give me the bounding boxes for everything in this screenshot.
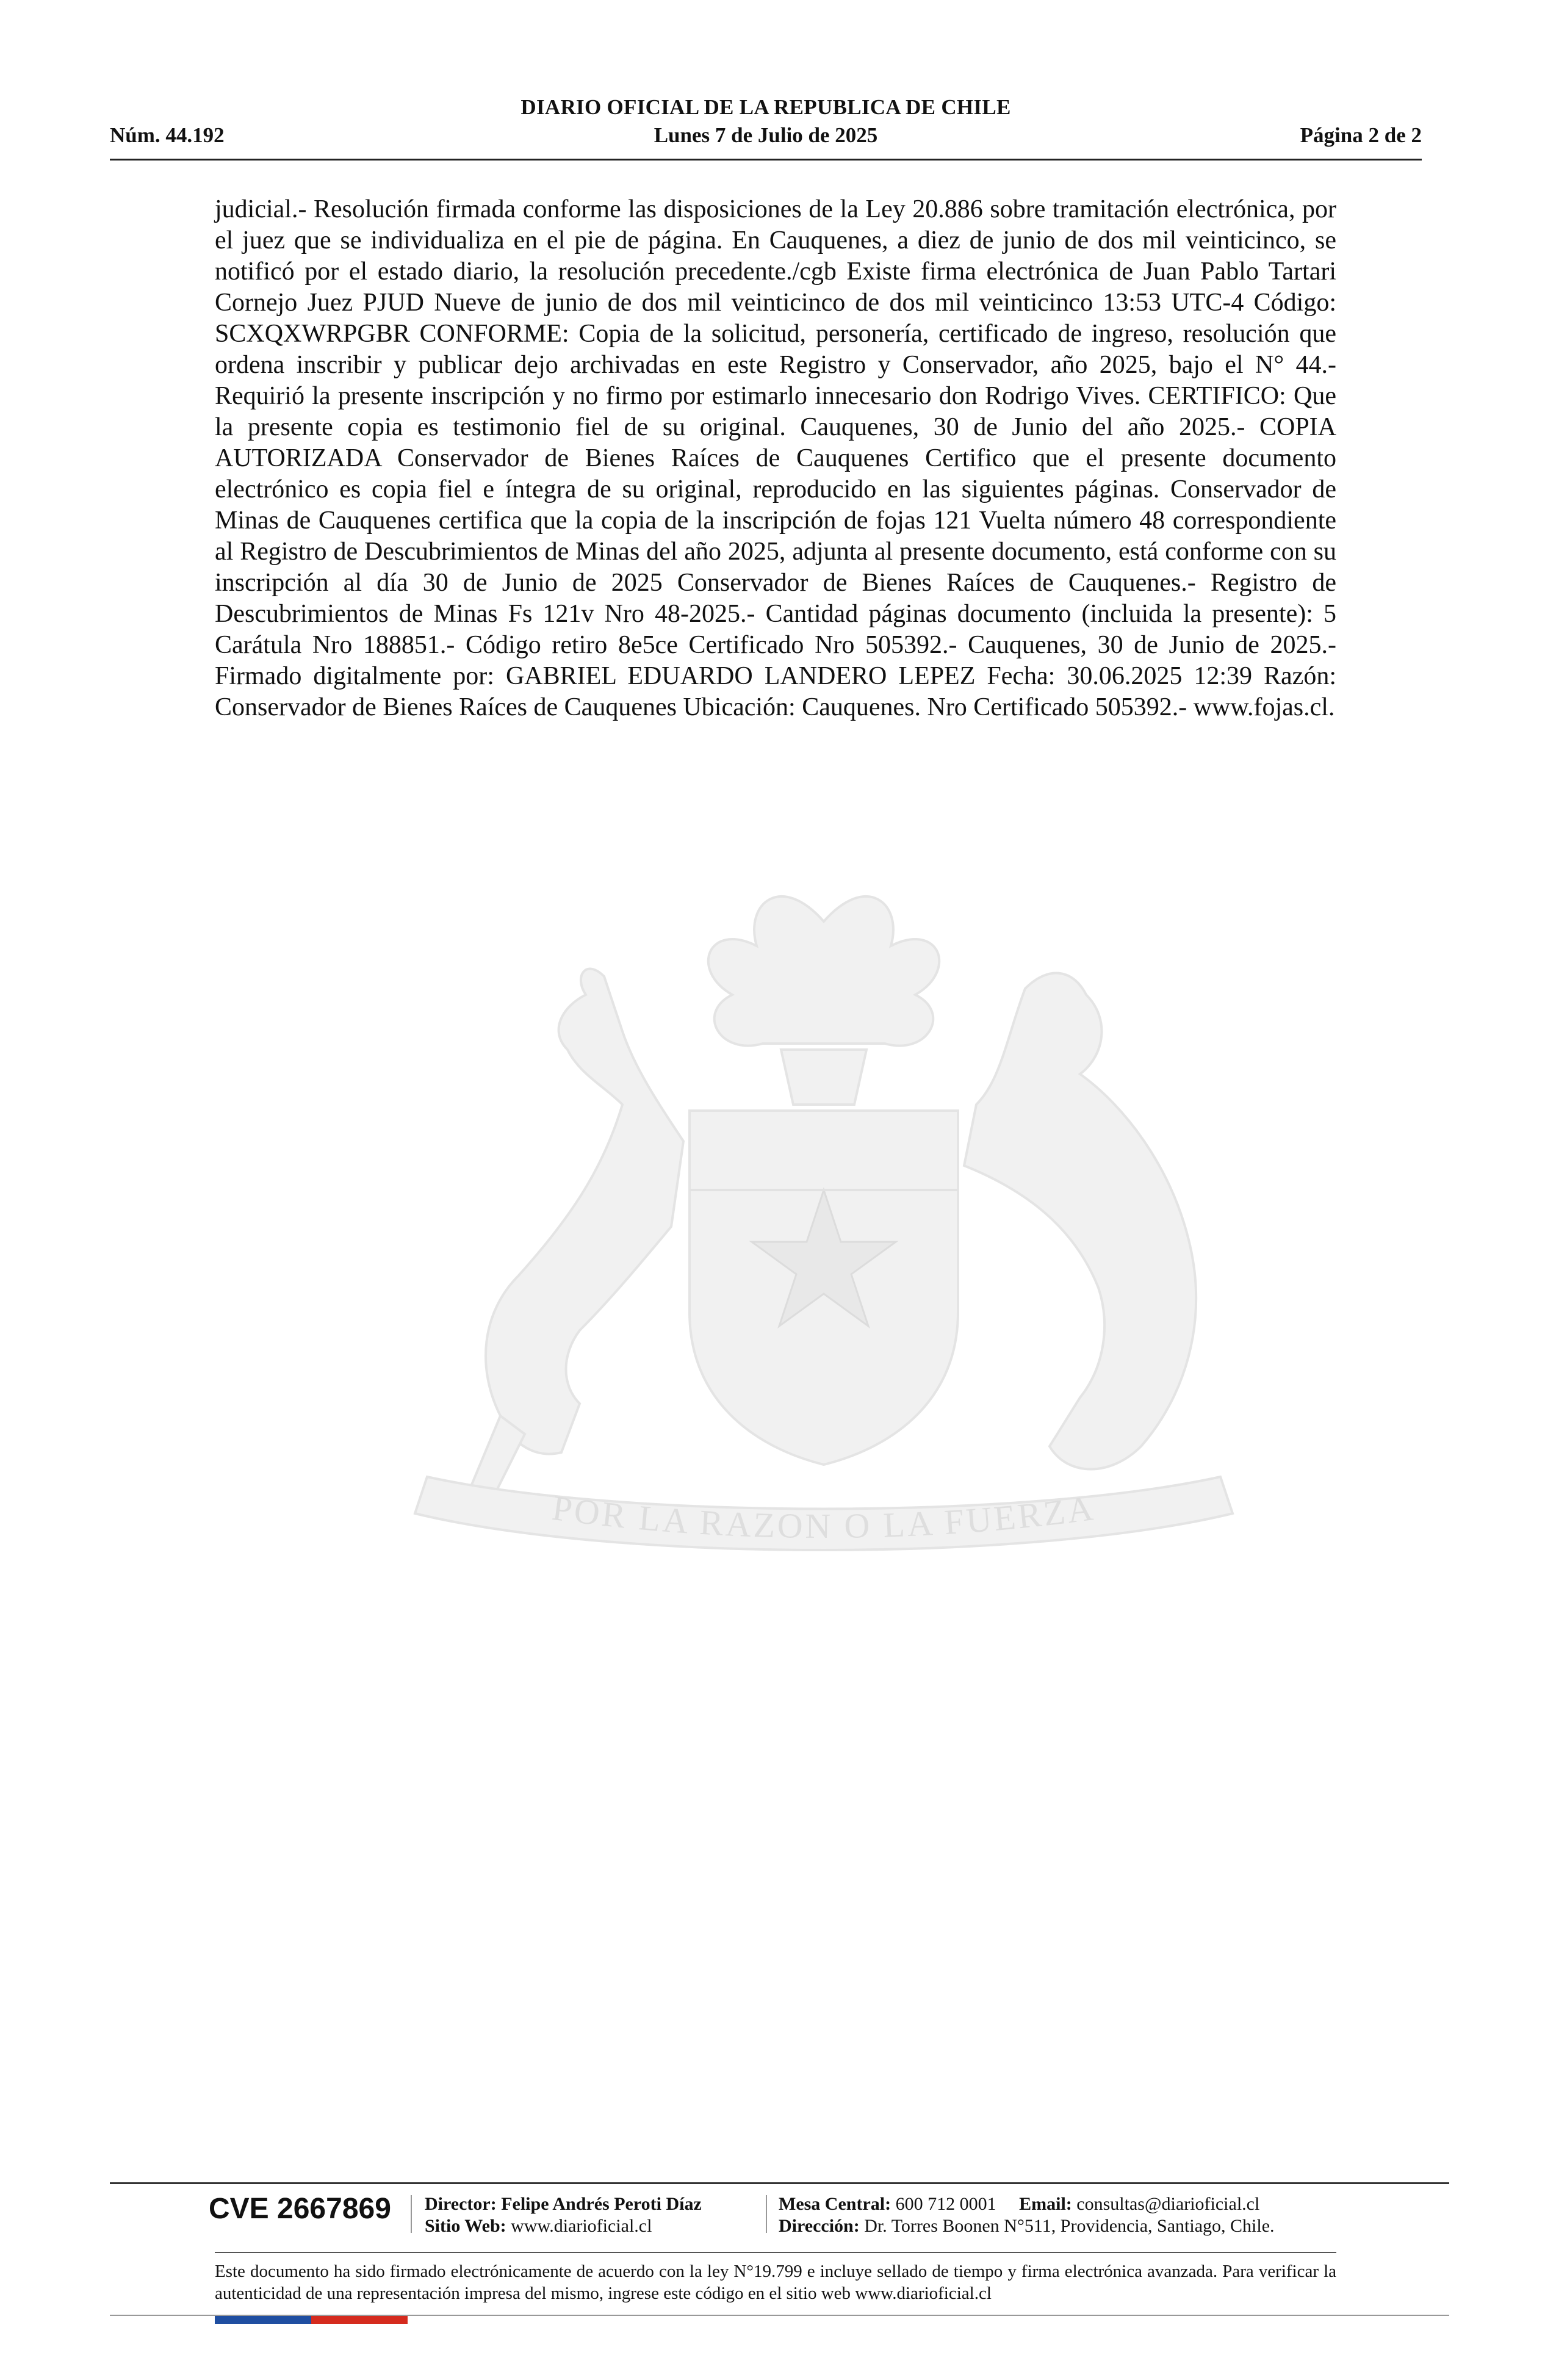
watermark-motto: POR LA RAZON O LA FUERZA — [550, 1487, 1098, 1546]
website-label: Sitio Web: — [425, 2216, 506, 2236]
footer-contact-block — [779, 2193, 1275, 2237]
page-header — [110, 92, 1422, 160]
legal-notice: Este documento ha sido firmado electrónicamente de acuerdo con la ley N°19.799 e incluye sellado de tiempo y firma electrónica avanzada. Para verificar la autenticidad de una representación impresa del mismo, ingrese este código en el sitio web www.diarioficial.cl — [215, 2262, 1336, 2303]
footer-top-rule — [110, 2182, 1449, 2184]
email-link[interactable]: consultas@diarioficial.cl — [1076, 2194, 1260, 2214]
publication-title: DIARIO OFICIAL DE LA REPUBLICA DE CHILE — [520, 95, 1011, 119]
director-label: Director: — [425, 2194, 497, 2214]
page-indicator: Página 2 de 2 — [1300, 123, 1422, 147]
email-label: Email: — [1019, 2194, 1072, 2214]
footer-middle-rule — [215, 2252, 1336, 2253]
flag-red-segment — [311, 2316, 408, 2324]
address-value: Dr. Torres Boonen N°511, Providencia, Santiago, Chile. — [864, 2216, 1275, 2236]
header-info-row — [110, 123, 1422, 153]
cve-code: CVE 2667869 — [209, 2193, 391, 2225]
footer-separator — [411, 2195, 412, 2233]
document-body-text: judicial.- Resolución firmada conforme las disposiciones de la Ley 20.886 sobre tramitación electrónica, por el juez que se individualiza en el pie de página. En Cauquenes, a diez de junio de dos mil veinticinco, se notificó por el estado diario, la resolución precedente./cgb Existe firma electrónica de Juan Pablo Tartari Cornejo Juez PJUD Nueve de junio de dos mil veinticinco de dos mil veinticinco 13:53 UTC-4 Código: SCXQXWRPGBR CONFORME: Copia de la solicitud, personería, certificado de ingreso, resolución que ordena inscribir y publicar dejo archivadas en este Registro y Conservador, año 2025, bajo el N° 44.- Requirió la presente inscripción y no firmo por estimarlo innecesario don Rodrigo Vives. CERTIFICO: Que la presente copia es testimonio fiel de su original. Cauquenes, 30 de Junio del año 2025.- COPIA AUTORIZADA Conservador de Bienes Raíces de Cauquenes Certifico que el presente documento electrónico es copia fiel e íntegra de su original, reproducido en las siguientes páginas. Conservador de Minas de Cauquenes certifica que la copia de la inscripción de fojas 121 Vuelta número 48 correspondiente al Registro de Descubrimientos de Minas del año 2025, adjunta al presente documento, está conforme con su inscripción al día 30 de Junio de 2025 Conservador de Bienes Raíces de Cauquenes.- Registro de Descubrimientos de Minas Fs 121v Nro 48-2025.- Cantidad páginas documento (incluida la presente): 5 Carátula Nro 188851.- Código retiro 8e5ce Certificado Nro 505392.- Cauquenes, 30 de Junio de 2025.- Firmado digitalmente por: GABRIEL EDUARDO LANDERO LEPEZ Fecha: 30.06.2025 12:39 Razón: Conservador de Bienes Raíces de Cauquenes Ubicación: Cauquenes. Nro Certificado 505392.- www.fojas.cl. — [215, 195, 1336, 721]
address-label: Dirección: — [779, 2216, 860, 2236]
coat-of-arms-watermark — [317, 848, 1330, 1672]
issue-date: Lunes 7 de Julio de 2025 — [654, 123, 878, 147]
footer-separator — [766, 2195, 767, 2233]
flag-color-bar — [215, 2316, 408, 2324]
website-link[interactable]: www.diarioficial.cl — [511, 2216, 652, 2236]
flag-blue-segment — [215, 2316, 311, 2324]
footer-director-block — [425, 2193, 702, 2237]
issue-number: Núm. 44.192 — [110, 123, 225, 147]
phone-number: 600 712 0001 — [895, 2194, 996, 2214]
director-name: Felipe Andrés Peroti Díaz — [501, 2194, 702, 2214]
phone-label: Mesa Central: — [779, 2194, 891, 2214]
